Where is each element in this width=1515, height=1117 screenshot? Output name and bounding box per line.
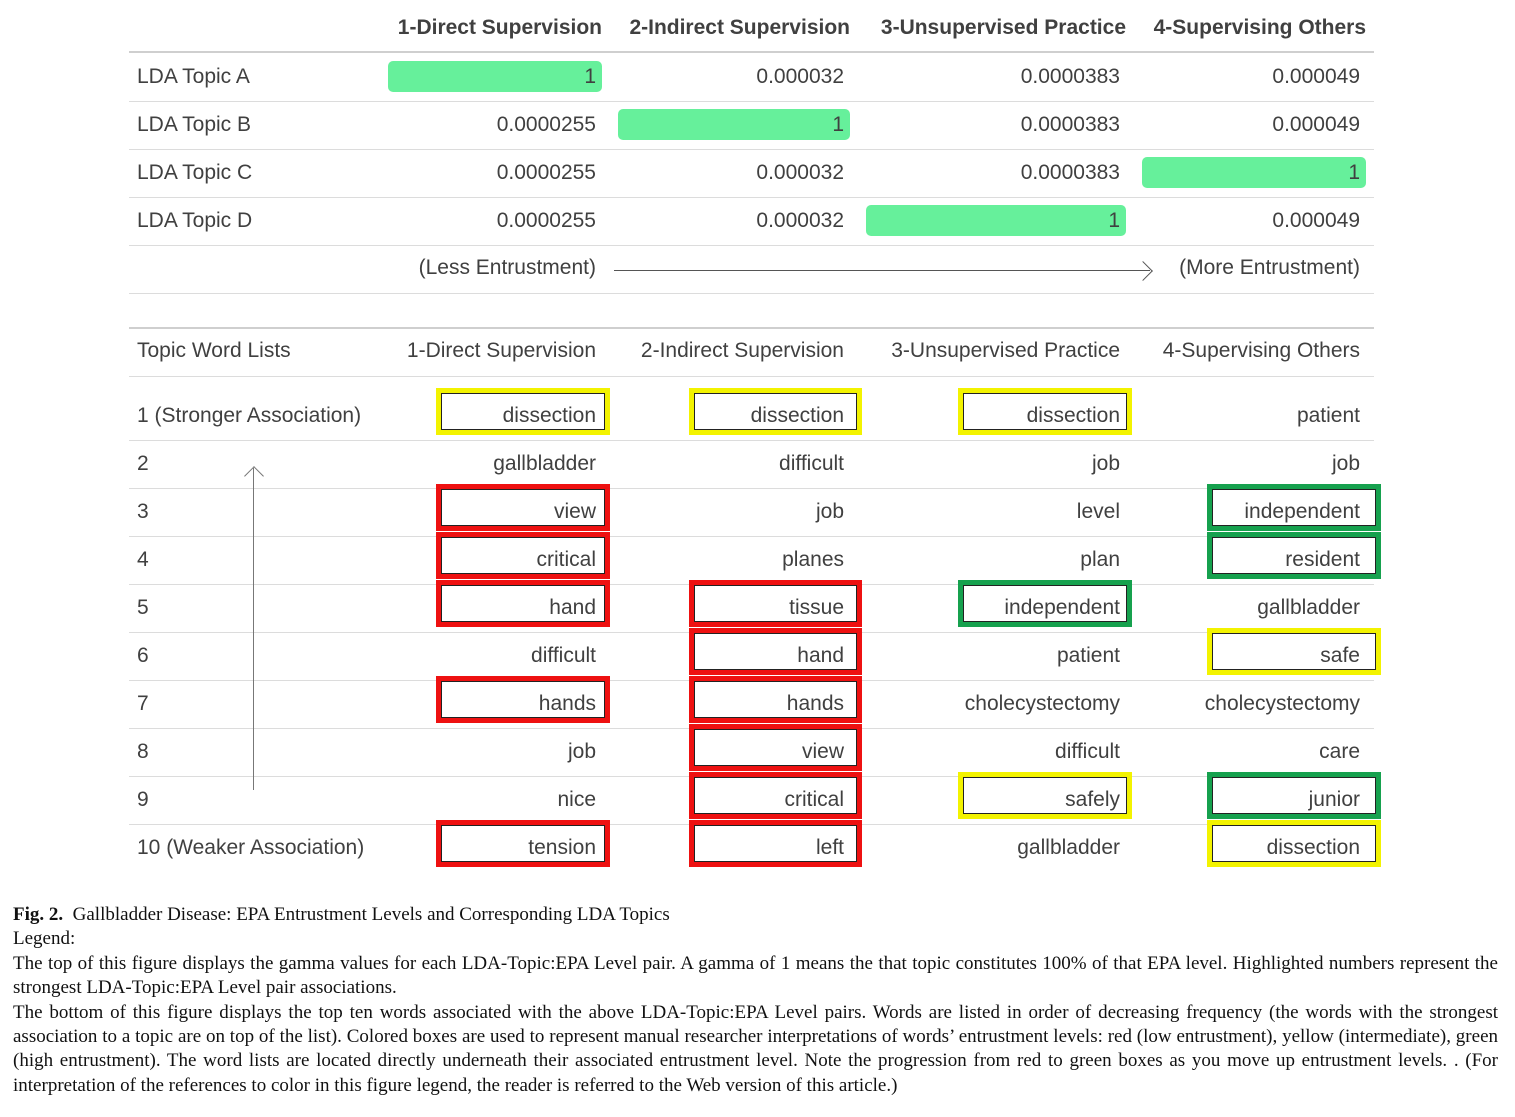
less-entrustment-label: (Less Entrustment) — [418, 256, 596, 279]
topic-word: level — [1076, 500, 1120, 523]
topic-word: safe — [1320, 644, 1360, 667]
gamma-value: 0.000049 — [1272, 209, 1360, 232]
gamma-row-rule — [129, 101, 1374, 102]
topic-word: job — [1091, 452, 1120, 475]
topic-word: critical — [536, 548, 596, 571]
gamma-value: 1 — [584, 65, 596, 88]
rank-label: 2 — [137, 452, 149, 475]
topic-word: planes — [782, 548, 844, 571]
gamma-value: 0.0000383 — [1020, 161, 1120, 184]
gamma-value: 0.0000255 — [496, 113, 596, 136]
topic-word: hands — [538, 692, 596, 715]
gamma-value: 0.000049 — [1272, 65, 1360, 88]
gamma-row-rule — [129, 245, 1374, 246]
gamma-value: 0.0000383 — [1020, 113, 1120, 136]
figure-caption — [13, 903, 1498, 1098]
word-col-header-2: 2-Indirect Supervision — [640, 339, 844, 362]
topic-word: dissection — [1266, 836, 1360, 859]
gamma-value: 0.0000383 — [1020, 65, 1120, 88]
gamma-col-header-3: 3-Unsupervised Practice — [880, 16, 1126, 39]
topic-word: independent — [1004, 596, 1120, 619]
topic-word: nice — [557, 788, 596, 811]
gamma-row-label: LDA Topic C — [137, 161, 253, 184]
gamma-row-rule — [129, 149, 1374, 150]
caption-legend-label: Legend: — [13, 928, 76, 950]
gamma-value: 0.000032 — [756, 65, 844, 88]
topic-word: job — [1331, 452, 1360, 475]
rank-label: 9 — [137, 788, 149, 811]
gamma-value: 0.000049 — [1272, 113, 1360, 136]
entrustment-arrow-line — [614, 270, 1150, 271]
topic-word: patient — [1296, 404, 1360, 427]
topic-word: difficult — [779, 452, 844, 475]
word-col-header-3: 3-Unsupervised Practice — [891, 339, 1120, 362]
rank-label: 8 — [137, 740, 149, 763]
word-header-rule — [129, 376, 1374, 377]
topic-word: critical — [784, 788, 844, 811]
gamma-value: 0.0000255 — [496, 161, 596, 184]
gamma-value: 1 — [1348, 161, 1360, 184]
caption-fig-label: Fig. 2. — [13, 904, 64, 925]
topic-word: resident — [1285, 548, 1360, 571]
topic-word: gallbladder — [1017, 836, 1120, 859]
rank-label: 1 (Stronger Association) — [137, 404, 362, 427]
topic-word: independent — [1244, 500, 1360, 523]
word-row-rule — [129, 536, 1374, 537]
topic-word: gallbladder — [493, 452, 596, 475]
topic-word: hand — [549, 596, 596, 619]
word-row-rule — [129, 488, 1374, 489]
caption-paragraph-1: The top of this figure displays the gamma values for each LDA-Topic:EPA Level pair. A gamma of 1 means the that topic constitutes 100% of that EPA level. Highlighted numbers represent the strongest LDA-Topic:EPA Level pair associations. — [13, 952, 1498, 999]
gamma-row-rule — [129, 197, 1374, 198]
gamma-value: 0.000032 — [756, 209, 844, 232]
gamma-row-label: LDA Topic A — [137, 65, 250, 88]
caption-title-line — [13, 903, 1498, 927]
gamma-value: 0.000032 — [756, 161, 844, 184]
topic-word: view — [553, 500, 596, 523]
association-arrow-line — [253, 468, 254, 790]
topic-word: plan — [1080, 548, 1120, 571]
association-arrow-head — [244, 466, 264, 486]
caption-paragraph-2: The bottom of this figure displays the top ten words associated with the above LDA-Topic:EPA Level pairs. Words are listed in order of decreasing frequency (the words with the strongest association to a topic are on top of the list). Colored boxes are used to represent manual researcher interpretations of words’ entrustment levels: red (low entrustment), yellow (intermediate), green (high entrustment). The word lists are located directly underneath their associated entrustment level. Note the progression from red to green boxes as you move up entrustment levels. . (For interpretation of the references to color in this figure legend, the reader is referred to the Web version of this article.) — [13, 1001, 1498, 1096]
rank-label: 7 — [137, 692, 149, 715]
topic-word: gallbladder — [1257, 596, 1360, 619]
topic-word: junior — [1308, 788, 1360, 811]
rank-label: 5 — [137, 596, 149, 619]
gamma-value: 1 — [1108, 209, 1120, 232]
gamma-row-label: LDA Topic D — [137, 209, 253, 232]
topic-word: hands — [786, 692, 844, 715]
topic-word: patient — [1056, 644, 1120, 667]
gamma-row-label: LDA Topic B — [137, 113, 252, 136]
topic-word: tissue — [789, 596, 844, 619]
topic-word: dissection — [750, 404, 844, 427]
topic-word: cholecystectomy — [1204, 692, 1360, 715]
gamma-col-header-2: 2-Indirect Supervision — [629, 16, 850, 39]
topic-word: tension — [528, 836, 596, 859]
topic-word: job — [815, 500, 844, 523]
topic-word: view — [801, 740, 844, 763]
rank-label: 6 — [137, 644, 149, 667]
word-top-rule — [129, 327, 1374, 329]
topic-word: care — [1319, 740, 1360, 763]
topic-word: dissection — [502, 404, 596, 427]
topic-word: dissection — [1026, 404, 1120, 427]
gamma-value: 1 — [832, 113, 844, 136]
word-col-header-4: 4-Supervising Others — [1162, 339, 1360, 362]
gamma-col-header-1: 1-Direct Supervision — [397, 16, 602, 39]
word-table-header-label: Topic Word Lists — [137, 339, 291, 362]
topic-word: hand — [797, 644, 844, 667]
topic-word: job — [567, 740, 596, 763]
rank-label: 3 — [137, 500, 149, 523]
more-entrustment-label: (More Entrustment) — [1179, 256, 1360, 279]
topic-word: safely — [1065, 788, 1120, 811]
rank-label: 10 (Weaker Association) — [137, 836, 365, 859]
gamma-value: 0.0000255 — [496, 209, 596, 232]
topic-word: left — [815, 836, 844, 859]
gamma-col-header-4: 4-Supervising Others — [1153, 16, 1366, 39]
topic-word: difficult — [531, 644, 596, 667]
topic-word: cholecystectomy — [964, 692, 1120, 715]
gamma-bottom-rule — [129, 293, 1374, 294]
gamma-header-rule — [129, 51, 1374, 53]
caption-title: Gallbladder Disease: EPA Entrustment Levels and Corresponding LDA Topics — [72, 904, 670, 925]
word-col-header-1: 1-Direct Supervision — [406, 339, 596, 362]
word-row-rule — [129, 440, 1374, 441]
rank-label: 4 — [137, 548, 149, 571]
topic-word: difficult — [1055, 740, 1120, 763]
